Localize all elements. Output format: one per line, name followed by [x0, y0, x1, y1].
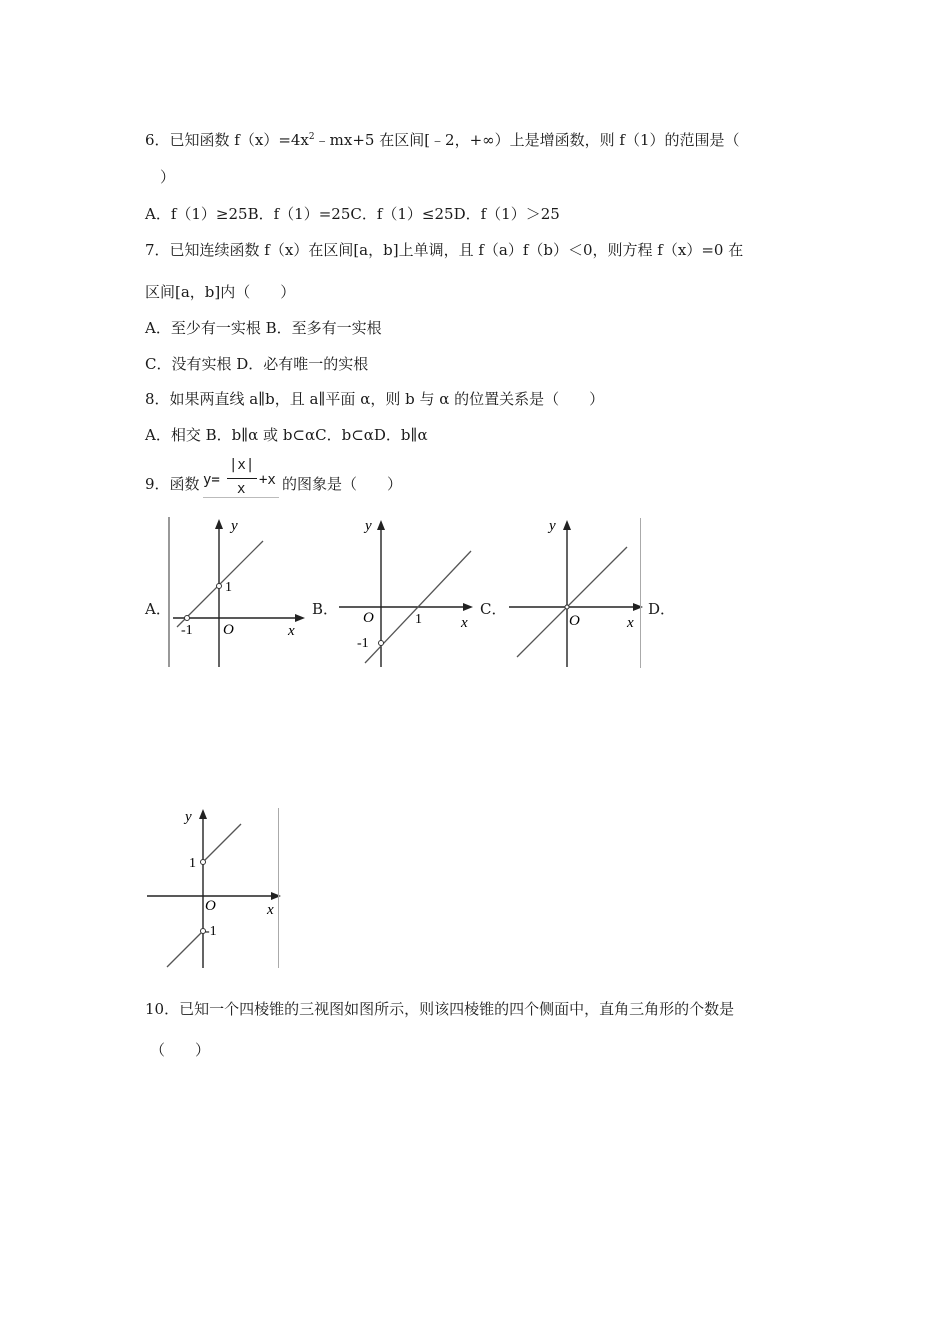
graph-a-hole-neg1 — [185, 616, 190, 621]
graph-b-y-arrow — [377, 520, 385, 530]
q9-option-a-label: A． — [145, 600, 171, 618]
graph-a-label-neg1: -1 — [181, 623, 193, 638]
q9-option-c-label: C． — [480, 600, 507, 618]
graph-d-hole-1 — [201, 860, 206, 865]
q9-graph-a — [165, 515, 310, 670]
graph-a-hole-1 — [217, 584, 222, 589]
q7-options-ab: A．至少有一实根 B．至多有一实根 — [145, 319, 382, 337]
graph-d-line-upper — [203, 824, 241, 862]
graph-c-y-arrow — [563, 520, 571, 530]
graph-d-origin: O — [205, 898, 216, 914]
graph-d-frame-right — [278, 808, 279, 968]
q9-graph-d — [145, 805, 285, 973]
graph-d-label-1: 1 — [189, 856, 196, 871]
q7-stem-line1: 7．已知连续函数 f（x）在区间[a，b]上单调，且 f（a）f（b）＜0，则方程 f（x）=0 在 — [145, 241, 744, 259]
graph-c-x-label: x — [627, 615, 634, 631]
q8-options: A．相交 B．b∥α 或 b⊂αC．b⊂αD．b∥α — [145, 426, 428, 444]
q6-stem-part2: ﹣mx+5 在区间[﹣2，+∞）上是增函数，则 f（1）的范围是（ — [314, 131, 740, 149]
q6-stem-part1: 6．已知函数 f（x）=4x — [145, 131, 309, 149]
graph-a-x-arrow — [295, 614, 305, 622]
graph-a-origin: O — [223, 622, 234, 638]
graph-b-x-arrow — [463, 603, 473, 611]
graph-b-y-label: y — [365, 518, 372, 534]
graph-c-x-arrow — [633, 603, 643, 611]
graph-c-frame-right — [640, 518, 641, 668]
graph-b-label-neg1: -1 — [357, 636, 369, 651]
q9-graph-b — [335, 515, 480, 670]
q9-prefix: 9．函数 — [145, 475, 200, 493]
q7-options-cd: C．没有实根 D．必有唯一的实根 — [145, 355, 369, 373]
graph-d-line-lower — [167, 931, 203, 967]
graph-a-x-label: x — [288, 623, 295, 639]
graph-c-hole-origin — [565, 605, 569, 609]
graph-b-origin: O — [363, 610, 374, 626]
graph-a-y-arrow — [215, 519, 223, 529]
graph-d-x-label: x — [267, 902, 274, 918]
graph-c-y-label: y — [549, 518, 556, 534]
q10-stem-line1: 10．已知一个四棱锥的三视图如图所示，则该四棱锥的四个侧面中，直角三角形的个数是 — [145, 1000, 735, 1018]
q9-formula-denominator: x — [237, 481, 246, 497]
q9-graph-c — [505, 515, 645, 670]
graph-b-label-1: 1 — [415, 612, 422, 627]
graph-a-y-label: y — [231, 518, 238, 534]
graph-d-y-arrow — [199, 809, 207, 819]
q9-option-b-label: B． — [312, 600, 339, 618]
graph-b-x-label: x — [461, 615, 468, 631]
q6-stem-line2: ） — [160, 168, 176, 186]
q9-formula-numerator: |x| — [229, 457, 255, 473]
q9-formula-underline — [203, 497, 279, 498]
q9-formula-lhs: y= — [203, 472, 220, 488]
q9-fraction-bar — [227, 478, 257, 479]
q9-suffix: 的图象是（ ） — [282, 475, 403, 493]
q10-stem-line2: （ ） — [150, 1041, 211, 1059]
graph-d-label-neg1: -1 — [205, 924, 217, 939]
graph-c-line — [517, 547, 627, 657]
q6-stem-line1 — [145, 127, 740, 150]
q8-stem: 8．如果两直线 a∥b，且 a∥平面 α，则 b 与 α 的位置关系是（ ） — [145, 390, 605, 408]
q9-formula-plus-x: +x — [259, 472, 276, 488]
graph-a-label-1: 1 — [225, 580, 232, 595]
q9-option-d-label: D． — [648, 600, 676, 618]
graph-d-x-arrow — [271, 892, 281, 900]
q7-stem-line2: 区间[a，b]内（ ） — [145, 283, 296, 301]
graph-b-hole-neg1 — [379, 641, 384, 646]
q6-options: A．f（1）≥25B．f（1）=25C．f（1）≤25D．f（1）＞25 — [145, 205, 560, 223]
q6-exponent: 2 — [308, 132, 315, 142]
graph-c-origin: O — [569, 613, 580, 629]
graph-d-y-label: y — [185, 809, 192, 825]
